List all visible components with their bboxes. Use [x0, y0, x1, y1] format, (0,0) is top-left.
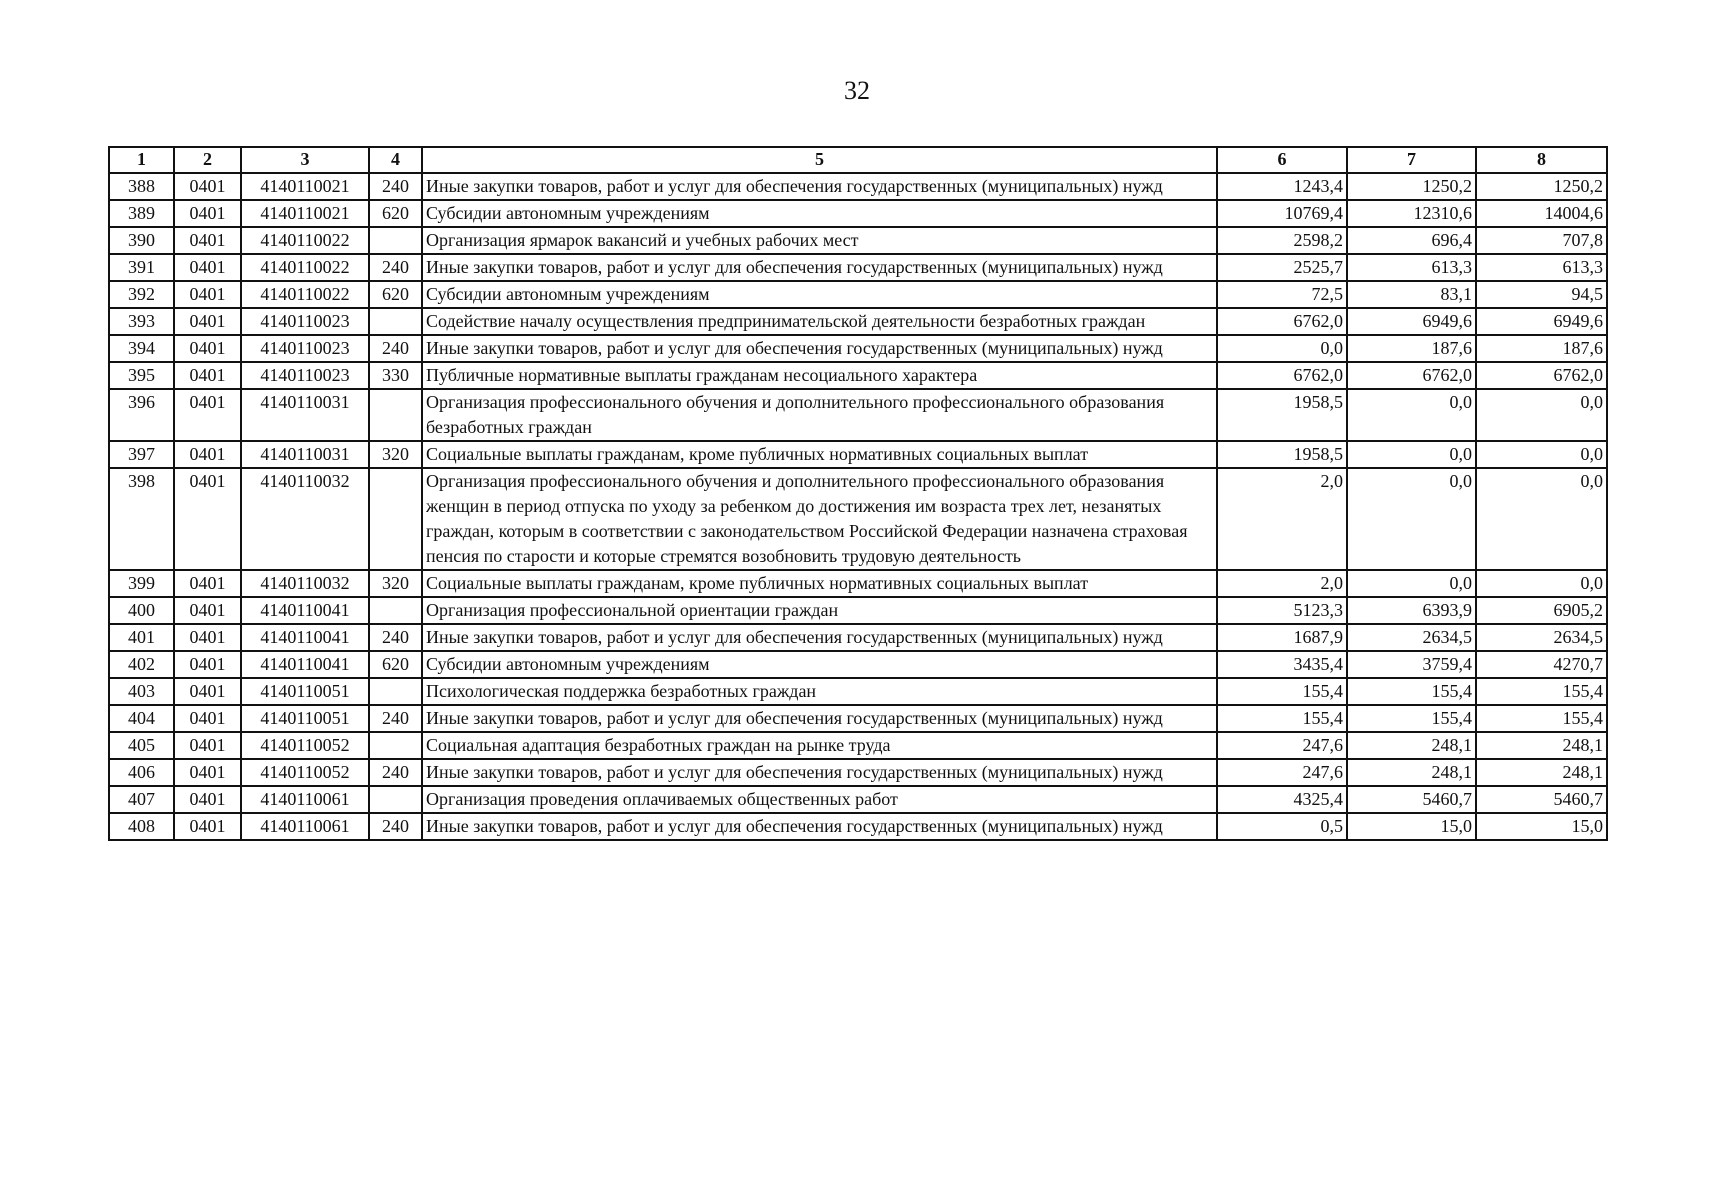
description-cell: Иные закупки товаров, работ и услуг для обеспечения государственных (муниципальных) нужд: [422, 254, 1217, 281]
target-code-cell: 4140110032: [241, 468, 369, 570]
description-cell: Организация профессионального обучения и дополнительного профессионального образования безработных граждан: [422, 389, 1217, 441]
value-col6-cell: 155,4: [1217, 678, 1347, 705]
value-col8-cell: 0,0: [1476, 441, 1607, 468]
target-code-cell: 4140110041: [241, 651, 369, 678]
value-col6-cell: 6762,0: [1217, 308, 1347, 335]
section-code-cell: 0401: [174, 732, 241, 759]
target-code-cell: 4140110023: [241, 335, 369, 362]
section-code-cell: 0401: [174, 281, 241, 308]
target-code-cell: 4140110031: [241, 389, 369, 441]
table-row: [109, 335, 1607, 362]
value-col6-cell: 6762,0: [1217, 362, 1347, 389]
row-number-cell: 388: [109, 173, 174, 200]
table-row: [109, 441, 1607, 468]
value-col7-cell: 248,1: [1347, 732, 1476, 759]
target-code-cell: 4140110051: [241, 678, 369, 705]
value-col7-cell: 15,0: [1347, 813, 1476, 840]
table-row: [109, 389, 1607, 441]
value-col8-cell: 707,8: [1476, 227, 1607, 254]
row-number-cell: 404: [109, 705, 174, 732]
value-col8-cell: 5460,7: [1476, 786, 1607, 813]
value-col6-cell: 1958,5: [1217, 389, 1347, 441]
value-col7-cell: 248,1: [1347, 759, 1476, 786]
target-code-cell: 4140110032: [241, 570, 369, 597]
target-code-cell: 4140110023: [241, 362, 369, 389]
value-col6-cell: 2525,7: [1217, 254, 1347, 281]
row-number-cell: 402: [109, 651, 174, 678]
column-header: 2: [174, 147, 241, 173]
section-code-cell: 0401: [174, 813, 241, 840]
description-cell: Субсидии автономным учреждениям: [422, 651, 1217, 678]
section-code-cell: 0401: [174, 468, 241, 570]
column-header: 8: [1476, 147, 1607, 173]
expense-type-cell: 620: [369, 651, 422, 678]
value-col7-cell: 3759,4: [1347, 651, 1476, 678]
description-cell: Организация профессионального обучения и дополнительного профессионального образования женщин в период отпуска по уходу за ребенком до достижения им возраста трех лет, незанятых граждан, которым в соответствии с законодательством Российской Федерации назначена страховая пенсия по старости и которые стремятся возобновить трудовую деятельность: [422, 468, 1217, 570]
table-row: [109, 705, 1607, 732]
value-col6-cell: 155,4: [1217, 705, 1347, 732]
row-number-cell: 399: [109, 570, 174, 597]
table-row: [109, 597, 1607, 624]
description-cell: Иные закупки товаров, работ и услуг для обеспечения государственных (муниципальных) нужд: [422, 813, 1217, 840]
section-code-cell: 0401: [174, 200, 241, 227]
expense-type-cell: [369, 227, 422, 254]
column-header: 3: [241, 147, 369, 173]
value-col8-cell: 155,4: [1476, 678, 1607, 705]
value-col6-cell: 1243,4: [1217, 173, 1347, 200]
value-col7-cell: 2634,5: [1347, 624, 1476, 651]
row-number-cell: 397: [109, 441, 174, 468]
expense-type-cell: 320: [369, 441, 422, 468]
description-cell: Социальные выплаты гражданам, кроме публичных нормативных социальных выплат: [422, 570, 1217, 597]
row-number-cell: 405: [109, 732, 174, 759]
target-code-cell: 4140110021: [241, 173, 369, 200]
section-code-cell: 0401: [174, 759, 241, 786]
section-code-cell: 0401: [174, 227, 241, 254]
value-col7-cell: 696,4: [1347, 227, 1476, 254]
target-code-cell: 4140110061: [241, 786, 369, 813]
value-col7-cell: 12310,6: [1347, 200, 1476, 227]
column-header: 4: [369, 147, 422, 173]
target-code-cell: 4140110061: [241, 813, 369, 840]
section-code-cell: 0401: [174, 786, 241, 813]
expense-type-cell: 240: [369, 813, 422, 840]
table-row: [109, 468, 1607, 570]
value-col7-cell: 155,4: [1347, 705, 1476, 732]
row-number-cell: 401: [109, 624, 174, 651]
value-col7-cell: 0,0: [1347, 468, 1476, 570]
expense-type-cell: 240: [369, 759, 422, 786]
section-code-cell: 0401: [174, 651, 241, 678]
table-header-row: [109, 147, 1607, 173]
description-cell: Иные закупки товаров, работ и услуг для обеспечения государственных (муниципальных) нужд: [422, 705, 1217, 732]
column-header: 7: [1347, 147, 1476, 173]
expense-type-cell: 240: [369, 705, 422, 732]
target-code-cell: 4140110021: [241, 200, 369, 227]
value-col6-cell: 4325,4: [1217, 786, 1347, 813]
value-col8-cell: 155,4: [1476, 705, 1607, 732]
value-col8-cell: 14004,6: [1476, 200, 1607, 227]
value-col6-cell: 10769,4: [1217, 200, 1347, 227]
row-number-cell: 391: [109, 254, 174, 281]
table-row: [109, 732, 1607, 759]
row-number-cell: 403: [109, 678, 174, 705]
budget-table: [108, 146, 1608, 841]
description-cell: Иные закупки товаров, работ и услуг для обеспечения государственных (муниципальных) нужд: [422, 335, 1217, 362]
target-code-cell: 4140110052: [241, 759, 369, 786]
target-code-cell: 4140110022: [241, 254, 369, 281]
row-number-cell: 389: [109, 200, 174, 227]
section-code-cell: 0401: [174, 678, 241, 705]
expense-type-cell: 240: [369, 254, 422, 281]
column-header: 1: [109, 147, 174, 173]
target-code-cell: 4140110051: [241, 705, 369, 732]
section-code-cell: 0401: [174, 362, 241, 389]
description-cell: Содействие началу осуществления предпринимательской деятельности безработных граждан: [422, 308, 1217, 335]
table-row: [109, 281, 1607, 308]
row-number-cell: 395: [109, 362, 174, 389]
expense-type-cell: [369, 678, 422, 705]
expense-type-cell: 240: [369, 624, 422, 651]
value-col8-cell: 6905,2: [1476, 597, 1607, 624]
value-col8-cell: 248,1: [1476, 759, 1607, 786]
expense-type-cell: [369, 308, 422, 335]
value-col7-cell: 6393,9: [1347, 597, 1476, 624]
section-code-cell: 0401: [174, 624, 241, 651]
value-col6-cell: 1958,5: [1217, 441, 1347, 468]
value-col8-cell: 15,0: [1476, 813, 1607, 840]
value-col8-cell: 6949,6: [1476, 308, 1607, 335]
expense-type-cell: 620: [369, 200, 422, 227]
description-cell: Социальная адаптация безработных граждан на рынке труда: [422, 732, 1217, 759]
table-row: [109, 570, 1607, 597]
table-row: [109, 786, 1607, 813]
row-number-cell: 390: [109, 227, 174, 254]
section-code-cell: 0401: [174, 254, 241, 281]
value-col8-cell: 1250,2: [1476, 173, 1607, 200]
expense-type-cell: 320: [369, 570, 422, 597]
description-cell: Публичные нормативные выплаты гражданам несоциального характера: [422, 362, 1217, 389]
description-cell: Психологическая поддержка безработных граждан: [422, 678, 1217, 705]
section-code-cell: 0401: [174, 173, 241, 200]
expense-type-cell: [369, 468, 422, 570]
target-code-cell: 4140110052: [241, 732, 369, 759]
expense-type-cell: [369, 786, 422, 813]
target-code-cell: 4140110023: [241, 308, 369, 335]
column-header: 6: [1217, 147, 1347, 173]
value-col8-cell: 248,1: [1476, 732, 1607, 759]
value-col7-cell: 0,0: [1347, 441, 1476, 468]
description-cell: Субсидии автономным учреждениям: [422, 281, 1217, 308]
expense-type-cell: 240: [369, 335, 422, 362]
value-col7-cell: 1250,2: [1347, 173, 1476, 200]
column-header: 5: [422, 147, 1217, 173]
value-col6-cell: 247,6: [1217, 759, 1347, 786]
description-cell: Организация ярмарок вакансий и учебных рабочих мест: [422, 227, 1217, 254]
value-col8-cell: 0,0: [1476, 570, 1607, 597]
value-col6-cell: 0,5: [1217, 813, 1347, 840]
value-col7-cell: 6949,6: [1347, 308, 1476, 335]
expense-type-cell: 240: [369, 173, 422, 200]
value-col8-cell: 0,0: [1476, 389, 1607, 441]
expense-type-cell: [369, 732, 422, 759]
description-cell: Социальные выплаты гражданам, кроме публичных нормативных социальных выплат: [422, 441, 1217, 468]
target-code-cell: 4140110022: [241, 227, 369, 254]
value-col8-cell: 2634,5: [1476, 624, 1607, 651]
section-code-cell: 0401: [174, 308, 241, 335]
value-col7-cell: 5460,7: [1347, 786, 1476, 813]
row-number-cell: 407: [109, 786, 174, 813]
value-col6-cell: 2598,2: [1217, 227, 1347, 254]
table-row: [109, 624, 1607, 651]
table-row: [109, 678, 1607, 705]
expense-type-cell: [369, 597, 422, 624]
table-row: [109, 813, 1607, 840]
table-row: [109, 308, 1607, 335]
table-row: [109, 227, 1607, 254]
table-body: [109, 173, 1607, 840]
value-col7-cell: 83,1: [1347, 281, 1476, 308]
value-col8-cell: 0,0: [1476, 468, 1607, 570]
row-number-cell: 396: [109, 389, 174, 441]
value-col7-cell: 155,4: [1347, 678, 1476, 705]
value-col6-cell: 3435,4: [1217, 651, 1347, 678]
row-number-cell: 393: [109, 308, 174, 335]
value-col6-cell: 2,0: [1217, 570, 1347, 597]
section-code-cell: 0401: [174, 570, 241, 597]
value-col7-cell: 6762,0: [1347, 362, 1476, 389]
target-code-cell: 4140110031: [241, 441, 369, 468]
description-cell: Организация профессиональной ориентации граждан: [422, 597, 1217, 624]
description-cell: Субсидии автономным учреждениям: [422, 200, 1217, 227]
value-col6-cell: 1687,9: [1217, 624, 1347, 651]
value-col8-cell: 4270,7: [1476, 651, 1607, 678]
row-number-cell: 392: [109, 281, 174, 308]
section-code-cell: 0401: [174, 441, 241, 468]
page-number: 32: [844, 76, 870, 105]
table-row: [109, 651, 1607, 678]
value-col7-cell: 187,6: [1347, 335, 1476, 362]
target-code-cell: 4140110041: [241, 597, 369, 624]
row-number-cell: 394: [109, 335, 174, 362]
row-number-cell: 406: [109, 759, 174, 786]
value-col6-cell: 0,0: [1217, 335, 1347, 362]
expense-type-cell: 620: [369, 281, 422, 308]
row-number-cell: 398: [109, 468, 174, 570]
table-row: [109, 362, 1607, 389]
section-code-cell: 0401: [174, 705, 241, 732]
table-row: [109, 759, 1607, 786]
table-row: [109, 254, 1607, 281]
value-col8-cell: 6762,0: [1476, 362, 1607, 389]
table-row: [109, 200, 1607, 227]
value-col8-cell: 94,5: [1476, 281, 1607, 308]
section-code-cell: 0401: [174, 335, 241, 362]
section-code-cell: 0401: [174, 597, 241, 624]
description-cell: Организация проведения оплачиваемых общественных работ: [422, 786, 1217, 813]
table-row: [109, 173, 1607, 200]
value-col7-cell: 613,3: [1347, 254, 1476, 281]
row-number-cell: 400: [109, 597, 174, 624]
target-code-cell: 4140110041: [241, 624, 369, 651]
value-col8-cell: 613,3: [1476, 254, 1607, 281]
expense-type-cell: 330: [369, 362, 422, 389]
description-cell: Иные закупки товаров, работ и услуг для обеспечения государственных (муниципальных) нужд: [422, 759, 1217, 786]
description-cell: Иные закупки товаров, работ и услуг для обеспечения государственных (муниципальных) нужд: [422, 624, 1217, 651]
description-cell: Иные закупки товаров, работ и услуг для обеспечения государственных (муниципальных) нужд: [422, 173, 1217, 200]
value-col7-cell: 0,0: [1347, 389, 1476, 441]
value-col6-cell: 5123,3: [1217, 597, 1347, 624]
value-col6-cell: 2,0: [1217, 468, 1347, 570]
target-code-cell: 4140110022: [241, 281, 369, 308]
section-code-cell: 0401: [174, 389, 241, 441]
row-number-cell: 408: [109, 813, 174, 840]
value-col7-cell: 0,0: [1347, 570, 1476, 597]
value-col6-cell: 72,5: [1217, 281, 1347, 308]
value-col8-cell: 187,6: [1476, 335, 1607, 362]
value-col6-cell: 247,6: [1217, 732, 1347, 759]
expense-type-cell: [369, 389, 422, 441]
